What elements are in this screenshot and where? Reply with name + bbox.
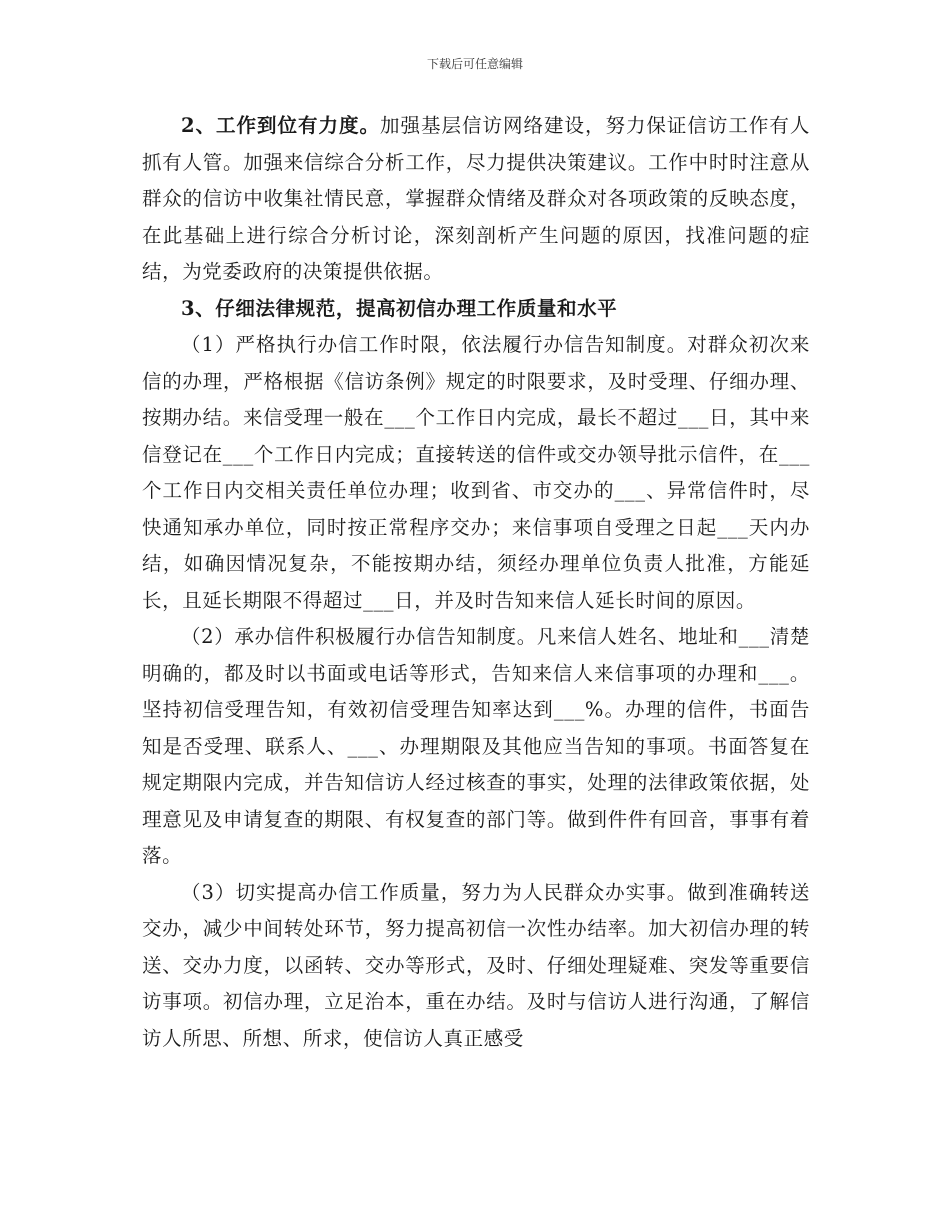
item-2-paragraph: （2）承办信件积极履行办信告知制度。凡来信人姓名、地址和___清楚明确的，都及时以书面或电话等形式，告知来信人来信事项的办理和___。坚持初信受理告知，有效初信受理告知率达到___%。办理的信件，书面告知是否受理、联系人、___、办理期限及其他应当告知的事项。书面答复在规定期限内完成，并告知信访人经过核查的事实，处理的法律政策依据，处理意见及申请复查的期限、有权复查的部门等。做到件件有回音，事事有着落。 xyxy=(142,625,810,867)
item-1-paragraph: （1）严格执行办信工作时限，依法履行办信告知制度。对群众初次来信的办理，严格根据《信访条例》规定的时限要求，及时受理、仔细办理、按期办结。来信受理一般在___个工作日内完成，最长不超过___日，其中来信登记在___个工作日内完成；直接转送的信件或交办领导批示信件，在___个工作日内交相关责任单位办理；收到省、市交办的___、异常信件时，尽快通知承办单位，同时按正常程序交办；来信事项自受理之日起___天内办结，如确因情况复杂，不能按期办结，须经办理单位负责人批准，方能延长，且延长期限不得超过___日，并及时告知来信人延长时间的原因。 xyxy=(142,333,810,612)
page-header: 下载后可任意编辑 xyxy=(426,57,523,71)
section-2-paragraph xyxy=(142,108,810,291)
document-body xyxy=(142,108,810,1057)
item-3-paragraph: （3）切实提高办信工作质量，努力为人民群众办实事。做到准确转送交办，减少中间转处环节，努力提高初信一次性办结率。加大初信办理的转送、交办力度，以函转、交办等形式，及时、仔细处理疑难、突发等重要信访事项。初信办理，立足治本，重在办结。及时与信访人进行沟通，了解信访人所思、所想、所求，使信访人真正感受 xyxy=(142,880,810,1050)
section-2-body: 加强基层信访网络建设，努力保证信访工作有人抓有人管。加强来信综合分析工作，尽力提供决策建议。工作中时时注意从群众的信访中收集社情民意，掌握群众情绪及群众对各项政策的反映态度，在此基础上进行综合分析讨论，深刻剖析产生问题的原因，找准问题的症结，为党委政府的决策提供依据。 xyxy=(142,114,810,283)
section-2-lead: 2、工作到位有力度。 xyxy=(181,114,381,137)
section-3-heading: 3、仔细法律规范，提高初信办理工作质量和水平 xyxy=(181,296,618,320)
